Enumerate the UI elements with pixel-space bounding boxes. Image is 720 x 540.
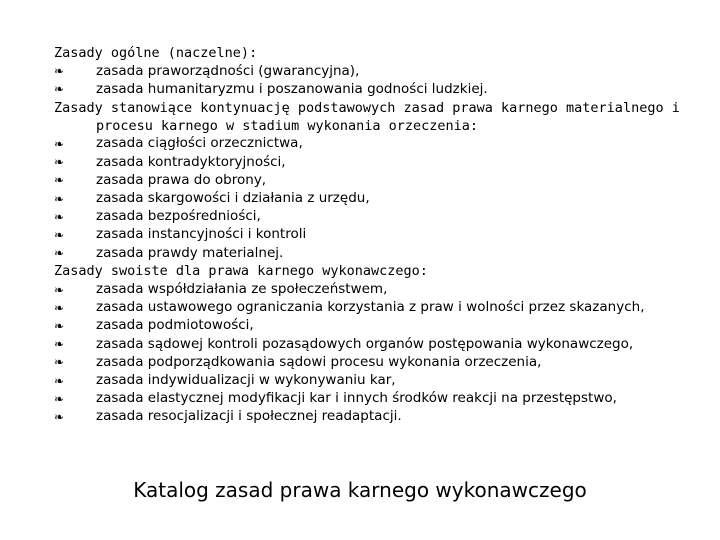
fleuron-bullet-icon: ❧ — [54, 137, 65, 152]
list-item-text: zasada skargowości i działania z urzędu, — [96, 189, 370, 206]
list-item — [54, 372, 694, 390]
list-item-text: zasada humanitaryzmu i poszanowania godności ludzkiej. — [96, 80, 488, 97]
fleuron-bullet-icon: ❧ — [54, 246, 65, 261]
list-item — [54, 390, 694, 408]
fleuron-bullet-icon: ❧ — [54, 228, 65, 243]
fleuron-bullet-icon: ❧ — [54, 355, 65, 370]
list-item — [54, 80, 694, 98]
principles-outline — [54, 44, 694, 426]
fleuron-bullet-icon: ❧ — [54, 300, 65, 315]
fleuron-bullet-icon: ❧ — [54, 155, 65, 170]
list-item — [54, 244, 694, 262]
list-item — [54, 135, 694, 153]
fleuron-bullet-icon: ❧ — [54, 319, 65, 334]
list-item — [54, 171, 694, 189]
fleuron-bullet-icon: ❧ — [54, 173, 65, 188]
fleuron-bullet-icon: ❧ — [54, 191, 65, 206]
list-item-text: zasada prawa do obrony, — [96, 171, 267, 188]
section-heading-continuation: Zasady stanowiące kontynuację podstawowych zasad prawa karnego materialnego i procesu karnego w stadium wykonania orzeczenia: — [54, 99, 680, 134]
slide-caption: Katalog zasad prawa karnego wykonawczego — [133, 478, 587, 502]
list-item-text: zasada indywidualizacji w wykonywaniu kar, — [96, 371, 396, 388]
fleuron-bullet-icon: ❧ — [54, 337, 65, 352]
list-item — [54, 408, 694, 426]
list-item — [54, 62, 694, 80]
list-item — [54, 281, 694, 299]
list-item — [54, 335, 694, 353]
list-item — [54, 190, 694, 208]
section-heading-specific: Zasady swoiste dla prawa karnego wykonawczego: — [54, 263, 428, 280]
fleuron-bullet-icon: ❧ — [54, 391, 65, 406]
list-item — [54, 317, 694, 335]
list-item — [54, 353, 694, 371]
fleuron-bullet-icon: ❧ — [54, 282, 65, 297]
list-item-text: zasada praworządności (gwarancyjna), — [96, 62, 360, 79]
list-item-text: zasada ciągłości orzecznictwa, — [96, 135, 303, 152]
list-item — [54, 226, 694, 244]
list-item-text: zasada współdziałania ze społeczeństwem, — [96, 280, 388, 297]
fleuron-bullet-icon: ❧ — [54, 373, 65, 388]
list-item-text: zasada instancyjności i kontroli — [96, 226, 307, 243]
fleuron-bullet-icon: ❧ — [54, 209, 65, 224]
list-item-text: zasada sądowej kontroli pozasądowych organów postępowania wykonawczego, — [96, 335, 634, 352]
fleuron-bullet-icon: ❧ — [54, 82, 65, 97]
list-item-text: zasada prawdy materialnej. — [96, 244, 284, 261]
list-item — [54, 299, 694, 317]
fleuron-bullet-icon: ❧ — [54, 64, 65, 79]
list-item-text: zasada elastycznej modyfikacji kar i innych środków reakcji na przestępstwo, — [96, 390, 617, 407]
list-item-text: zasada podmiotowości, — [96, 317, 254, 334]
list-item-text: zasada kontradyktoryjności, — [96, 153, 286, 170]
list-item — [54, 153, 694, 171]
list-item-text: zasada ustawowego ograniczania korzystania z praw i wolności przez skazanych, — [96, 299, 645, 316]
list-item — [54, 208, 694, 226]
section-heading-general: Zasady ogólne (naczelne): — [54, 45, 258, 61]
list-item-text: zasada resocjalizacji i społecznej readaptacji. — [96, 408, 402, 425]
fleuron-bullet-icon: ❧ — [54, 410, 65, 425]
list-item-text: zasada bezpośredniości, — [96, 208, 261, 225]
list-item-text: zasada podporządkowania sądowi procesu wykonania orzeczenia, — [96, 353, 542, 370]
